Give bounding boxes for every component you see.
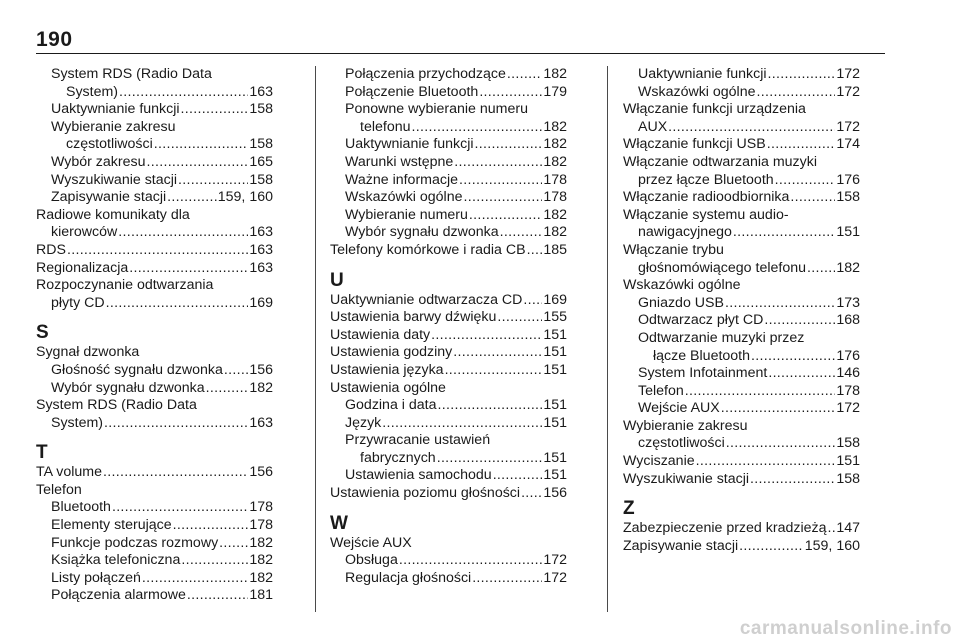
dot-leader bbox=[445, 362, 543, 380]
index-entry bbox=[36, 464, 273, 482]
index-entry-text: częstotliwości bbox=[66, 136, 153, 153]
dot-leader bbox=[104, 415, 248, 433]
index-entry bbox=[36, 552, 273, 570]
index-entry-text: Wybieranie zakresu bbox=[623, 417, 748, 434]
index-entry-text: Wybieranie zakresu bbox=[51, 118, 176, 135]
index-entry-text: fabrycznych bbox=[360, 449, 436, 466]
index-page-ref[interactable]: 172 bbox=[543, 552, 567, 569]
index-entry-text: Wyciszanie bbox=[623, 453, 695, 470]
index-entry bbox=[36, 260, 273, 278]
dot-leader bbox=[475, 136, 543, 154]
index-entry bbox=[36, 535, 273, 553]
index-page-ref[interactable]: 176 bbox=[836, 347, 860, 364]
index-page-ref[interactable]: 159, 160 bbox=[804, 537, 860, 554]
dot-leader bbox=[146, 154, 248, 172]
index-entry bbox=[330, 224, 567, 242]
index-entry-text: Listy połączeń bbox=[51, 569, 141, 586]
index-letter-heading: S bbox=[36, 322, 49, 344]
index-entry-text: Uaktywnianie funkcji bbox=[51, 101, 180, 118]
index-page-ref[interactable]: 158 bbox=[249, 101, 273, 118]
index-entry bbox=[36, 277, 273, 312]
index-entry bbox=[623, 242, 860, 277]
index-page-ref[interactable]: 182 bbox=[543, 224, 567, 241]
index-entry-text: Wyszukiwanie stacji bbox=[51, 171, 178, 188]
column-divider bbox=[607, 66, 608, 612]
dot-leader bbox=[112, 499, 248, 517]
index-entry-text: Odtwarzacz płyt CD bbox=[638, 312, 764, 329]
index-entry bbox=[623, 400, 860, 418]
dot-leader bbox=[790, 189, 835, 207]
index-entry-text: System RDS (Radio Data bbox=[51, 66, 212, 82]
dot-leader bbox=[103, 464, 248, 482]
index-page-ref[interactable]: 151 bbox=[543, 344, 567, 361]
index-page-ref[interactable]: 182 bbox=[249, 569, 273, 586]
index-entry bbox=[330, 552, 567, 570]
index-entry-text: Zapisywanie stacji bbox=[623, 537, 739, 554]
index-entry-text: Funkcje podczas rozmowy bbox=[51, 534, 219, 551]
index-entry bbox=[36, 189, 273, 207]
dot-leader bbox=[768, 66, 836, 84]
index-entry-text: Ustawienia ogólne bbox=[330, 379, 446, 396]
index-entry bbox=[330, 467, 567, 485]
index-entry-text: Warunki wstępne bbox=[345, 153, 454, 170]
index-entry-text: płyty CD bbox=[51, 294, 105, 311]
index-entry-text: System) bbox=[51, 414, 104, 431]
index-entry-text: Ustawienia godziny bbox=[330, 344, 453, 361]
index-entry-text: Włączanie radioodbiornika bbox=[623, 189, 790, 206]
index-entry bbox=[330, 172, 567, 190]
index-entry bbox=[623, 207, 860, 242]
index-page-ref[interactable]: 163 bbox=[249, 224, 273, 241]
index-entry-text: Przywracanie ustawień bbox=[345, 432, 491, 449]
index-entry bbox=[36, 362, 273, 380]
index-entry bbox=[330, 189, 567, 207]
index-entry-text: System) bbox=[66, 83, 119, 100]
index-entry bbox=[36, 242, 273, 260]
index-page-ref[interactable]: 172 bbox=[836, 66, 860, 82]
index-entry bbox=[623, 471, 860, 489]
index-page-ref[interactable]: 182 bbox=[543, 153, 567, 170]
index-entry bbox=[330, 415, 567, 433]
index-entry bbox=[330, 362, 567, 380]
index-page-ref[interactable]: 151 bbox=[836, 224, 860, 241]
dot-leader bbox=[523, 292, 542, 310]
index-entry-text: Ponowne wybieranie numeru bbox=[345, 101, 528, 118]
dot-leader bbox=[739, 538, 804, 556]
index-entry-text: Sygnał dzwonka bbox=[36, 344, 140, 361]
index-entry bbox=[36, 380, 273, 398]
index-entry bbox=[330, 344, 567, 362]
index-entry-text: Wejście AUX bbox=[330, 534, 412, 551]
dot-leader bbox=[750, 471, 835, 489]
index-page-ref[interactable]: 172 bbox=[836, 83, 860, 100]
dot-leader bbox=[399, 552, 542, 570]
dot-leader bbox=[493, 467, 543, 485]
index-entry-text: głośnomówiącego telefonu bbox=[638, 259, 806, 276]
index-entry bbox=[623, 418, 860, 453]
index-entry bbox=[36, 172, 273, 190]
index-entry bbox=[36, 154, 273, 172]
index-entry-text: Wejście AUX bbox=[638, 400, 720, 417]
index-letter-heading: Z bbox=[623, 498, 635, 520]
index-entry bbox=[36, 397, 273, 432]
dot-leader bbox=[464, 189, 543, 207]
index-column-3 bbox=[623, 66, 860, 555]
index-page-ref[interactable]: 182 bbox=[249, 379, 273, 396]
index-entry bbox=[36, 207, 273, 242]
index-entry bbox=[623, 312, 860, 330]
index-page-ref[interactable]: 182 bbox=[543, 136, 567, 153]
index-entry-text: Gniazdo USB bbox=[638, 294, 724, 311]
index-entry-text: System RDS (Radio Data bbox=[36, 397, 197, 414]
index-letter-heading: U bbox=[330, 269, 344, 291]
index-entry-text: Wybór sygnału dzwonka bbox=[345, 224, 499, 241]
index-entry-text: Uaktywnianie funkcji bbox=[345, 136, 474, 153]
index-entry-text: Wybieranie numeru bbox=[345, 206, 468, 223]
index-page-ref[interactable]: 173 bbox=[836, 294, 860, 311]
index-page-ref[interactable]: 182 bbox=[836, 259, 860, 276]
index-entry-text: Zapisywanie stacji bbox=[51, 189, 167, 206]
dot-leader bbox=[527, 242, 543, 260]
index-entry-text: Zabezpieczenie przed kradzieżą bbox=[623, 520, 827, 537]
dot-leader bbox=[438, 397, 543, 415]
dot-leader bbox=[224, 362, 248, 380]
index-entry bbox=[36, 499, 273, 517]
index-entry-text: Głośność sygnału dzwonka bbox=[51, 361, 223, 378]
index-entry-text: Regulacja głośności bbox=[345, 569, 472, 586]
index-entry-text: Wyszukiwanie stacji bbox=[623, 470, 750, 487]
index-entry bbox=[623, 330, 860, 365]
index-page-ref[interactable]: 151 bbox=[836, 453, 860, 470]
dot-leader bbox=[726, 435, 836, 453]
index-entry-text: Obsługa bbox=[345, 552, 398, 569]
index-entry bbox=[330, 309, 567, 327]
index-entry bbox=[330, 136, 567, 154]
dot-leader bbox=[187, 587, 248, 605]
index-entry bbox=[330, 292, 567, 310]
dot-leader bbox=[154, 136, 249, 154]
index-page-ref[interactable]: 151 bbox=[543, 361, 567, 378]
index-entry bbox=[623, 453, 860, 471]
index-entry-text: częstotliwości bbox=[638, 435, 725, 452]
index-page-ref[interactable]: 172 bbox=[543, 569, 567, 586]
index-page-ref[interactable]: 176 bbox=[836, 171, 860, 188]
dot-leader bbox=[768, 365, 835, 383]
index-entry bbox=[36, 517, 273, 535]
dot-leader bbox=[469, 207, 542, 225]
index-page-ref[interactable]: 178 bbox=[836, 382, 860, 399]
dot-leader bbox=[382, 415, 542, 433]
index-entry-text: Włączanie funkcji USB bbox=[623, 136, 766, 153]
index-entry-text: Telefon bbox=[36, 481, 82, 498]
index-page-ref[interactable]: 146 bbox=[836, 365, 860, 382]
dot-leader bbox=[757, 84, 836, 102]
index-entry bbox=[623, 538, 860, 556]
index-page-ref[interactable]: 172 bbox=[836, 400, 860, 417]
index-column-2 bbox=[330, 66, 567, 587]
header-rule bbox=[36, 53, 885, 54]
index-page-ref[interactable]: 182 bbox=[543, 118, 567, 135]
dot-leader bbox=[181, 552, 248, 570]
index-entry bbox=[330, 535, 567, 553]
index-entry-text: Telefon bbox=[638, 382, 684, 399]
dot-leader bbox=[453, 344, 542, 362]
dot-leader bbox=[118, 224, 248, 242]
index-entry-text: Włączanie trybu bbox=[623, 241, 724, 258]
index-page-ref[interactable]: 178 bbox=[249, 517, 273, 534]
index-entry bbox=[623, 277, 860, 295]
dot-leader bbox=[521, 485, 542, 503]
index-entry-text: Wskazówki ogólne bbox=[345, 189, 463, 206]
index-entry-text: Ustawienia poziomu głośności bbox=[330, 485, 521, 502]
index-column-1 bbox=[36, 66, 273, 605]
index-page-ref[interactable]: 158 bbox=[836, 470, 860, 487]
index-entry bbox=[330, 380, 567, 398]
dot-leader bbox=[500, 224, 543, 242]
index-page-ref[interactable]: 163 bbox=[249, 83, 273, 100]
index-entry bbox=[330, 154, 567, 172]
index-page-ref[interactable]: 156 bbox=[249, 464, 273, 481]
dot-leader bbox=[167, 189, 217, 207]
index-page-ref[interactable]: 151 bbox=[543, 449, 567, 466]
index-page-ref[interactable]: 151 bbox=[543, 397, 567, 414]
dot-leader bbox=[173, 517, 249, 535]
index-entry bbox=[330, 66, 567, 84]
index-entry-text: Wybór zakresu bbox=[51, 153, 146, 170]
index-page-ref[interactable]: 181 bbox=[249, 587, 273, 604]
index-entry-text: przez łącze Bluetooth bbox=[638, 171, 774, 188]
index-entry-text: Ustawienia języka bbox=[330, 361, 444, 378]
dot-leader bbox=[764, 312, 835, 330]
dot-leader bbox=[431, 327, 542, 345]
index-page-ref[interactable]: 158 bbox=[836, 435, 860, 452]
index-entry-text: RDS bbox=[36, 241, 66, 258]
index-page-ref[interactable]: 169 bbox=[543, 291, 567, 308]
index-entry bbox=[36, 119, 273, 154]
dot-leader bbox=[67, 242, 248, 260]
index-letter-heading: T bbox=[36, 442, 48, 464]
dot-leader bbox=[696, 453, 836, 471]
dot-leader bbox=[497, 309, 542, 327]
index-page-ref[interactable]: 178 bbox=[543, 189, 567, 206]
dot-leader bbox=[106, 295, 249, 313]
dot-leader bbox=[479, 84, 542, 102]
index-page-ref[interactable]: 172 bbox=[836, 118, 860, 135]
dot-leader bbox=[129, 260, 248, 278]
index-entry-text: Regionalizacja bbox=[36, 259, 129, 276]
index-entry bbox=[36, 587, 273, 605]
index-page-ref[interactable]: 163 bbox=[249, 241, 273, 258]
dot-leader bbox=[472, 570, 542, 588]
index-entry bbox=[330, 207, 567, 225]
index-entry-text: Książka telefoniczna bbox=[51, 552, 181, 569]
index-entry-text: Ważne informacje bbox=[345, 171, 459, 188]
index-entry bbox=[623, 154, 860, 189]
index-entry-text: Połączenia alarmowe bbox=[51, 587, 186, 604]
index-page-ref[interactable]: 151 bbox=[543, 414, 567, 431]
index-entry bbox=[330, 101, 567, 136]
index-letter-heading: W bbox=[330, 512, 348, 534]
dot-leader bbox=[721, 400, 836, 418]
index-page-ref[interactable]: 163 bbox=[249, 259, 273, 276]
index-page-ref[interactable]: 156 bbox=[543, 485, 567, 502]
index-entry-text: telefonu bbox=[360, 118, 411, 135]
index-page-ref[interactable]: 155 bbox=[543, 309, 567, 326]
dot-leader bbox=[685, 383, 836, 401]
index-entry bbox=[623, 520, 860, 538]
index-entry-text: Godzina i data bbox=[345, 397, 437, 414]
dot-leader bbox=[775, 172, 836, 190]
index-page-ref[interactable]: 168 bbox=[836, 312, 860, 329]
dot-leader bbox=[459, 172, 542, 190]
dot-leader bbox=[751, 348, 835, 366]
index-entry-text: System Infotainment bbox=[638, 365, 768, 382]
index-entry-text: Połączenie Bluetooth bbox=[345, 83, 479, 100]
index-page-ref[interactable]: 156 bbox=[249, 361, 273, 378]
index-entry-text: Włączanie funkcji urządzenia bbox=[623, 101, 806, 118]
index-entry bbox=[623, 84, 860, 102]
index-entry-text: Wskazówki ogólne bbox=[638, 83, 756, 100]
dot-leader bbox=[412, 119, 543, 137]
index-page-ref[interactable]: 151 bbox=[543, 326, 567, 343]
index-page-ref[interactable]: 151 bbox=[543, 467, 567, 484]
index-page-ref[interactable]: 182 bbox=[543, 66, 567, 82]
index-entry bbox=[330, 397, 567, 415]
index-entry bbox=[330, 432, 567, 467]
index-entry-text: Uaktywnianie odtwarzacza CD bbox=[330, 291, 523, 308]
dot-leader bbox=[142, 570, 248, 588]
index-page-ref[interactable]: 169 bbox=[249, 294, 273, 311]
index-entry bbox=[623, 383, 860, 401]
index-page-ref[interactable]: 158 bbox=[249, 136, 273, 153]
index-entry-text: Połączenia przychodzące bbox=[345, 66, 506, 82]
index-page-ref[interactable]: 158 bbox=[249, 171, 273, 188]
index-entry bbox=[36, 66, 273, 101]
index-entry bbox=[330, 570, 567, 588]
index-entry-text: AUX bbox=[638, 118, 668, 135]
dot-leader bbox=[454, 154, 542, 172]
index-page-ref[interactable]: 174 bbox=[836, 136, 860, 153]
dot-leader bbox=[219, 535, 248, 553]
index-entry-text: Radiowe komunikaty dla bbox=[36, 206, 190, 223]
index-page-ref[interactable]: 159, 160 bbox=[217, 189, 273, 206]
index-page-ref[interactable]: 178 bbox=[543, 171, 567, 188]
dot-leader bbox=[119, 84, 248, 102]
index-page-ref[interactable]: 179 bbox=[543, 83, 567, 100]
index-entry bbox=[330, 242, 567, 260]
index-entry-text: Ustawienia daty bbox=[330, 326, 431, 343]
index-page-ref[interactable]: 185 bbox=[543, 241, 567, 258]
page-number: 190 bbox=[36, 28, 73, 51]
column-divider bbox=[315, 66, 316, 612]
index-entry-text: Włączanie systemu audio- bbox=[623, 206, 789, 223]
index-entry bbox=[623, 101, 860, 136]
index-entry-text: Rozpoczynanie odtwarzania bbox=[36, 277, 214, 294]
watermark: carmanualsonline.info bbox=[739, 618, 952, 639]
dot-leader bbox=[178, 172, 248, 190]
index-entry bbox=[623, 136, 860, 154]
index-page-ref[interactable]: 163 bbox=[249, 414, 273, 431]
dot-leader bbox=[807, 260, 835, 278]
index-entry-text: Wskazówki ogólne bbox=[623, 277, 741, 294]
index-entry bbox=[330, 327, 567, 345]
index-entry-text: Włączanie odtwarzania muzyki bbox=[623, 153, 817, 170]
index-entry-text: Ustawienia barwy dźwięku bbox=[330, 309, 497, 326]
index-entry-text: kierowców bbox=[51, 224, 118, 241]
index-entry bbox=[623, 189, 860, 207]
dot-leader bbox=[437, 450, 543, 468]
dot-leader bbox=[507, 66, 542, 84]
index-entry bbox=[623, 66, 860, 84]
index-page-ref[interactable]: 182 bbox=[543, 206, 567, 223]
index-entry bbox=[36, 570, 273, 588]
index-entry-text: Uaktywnianie funkcji bbox=[638, 66, 767, 82]
index-entry-text: Bluetooth bbox=[51, 499, 111, 516]
dot-leader bbox=[725, 295, 835, 313]
index-entry-text: Odtwarzanie muzyki przez bbox=[638, 329, 805, 346]
index-entry-text: Ustawienia samochodu bbox=[345, 467, 492, 484]
index-entry bbox=[623, 365, 860, 383]
dot-leader bbox=[827, 520, 835, 538]
index-page-ref[interactable]: 165 bbox=[249, 153, 273, 170]
index-entry-text: łącze Bluetooth bbox=[653, 347, 751, 364]
index-entry-text: Język bbox=[345, 414, 382, 431]
index-entry bbox=[330, 84, 567, 102]
dot-leader bbox=[767, 136, 836, 154]
index-page-ref[interactable]: 158 bbox=[836, 189, 860, 206]
index-entry bbox=[623, 295, 860, 313]
index-entry bbox=[330, 485, 567, 503]
index-page-ref[interactable]: 178 bbox=[249, 499, 273, 516]
dot-leader bbox=[181, 101, 249, 119]
dot-leader bbox=[668, 119, 835, 137]
index-entry bbox=[36, 482, 273, 500]
index-entry-text: nawigacyjnego bbox=[638, 224, 732, 241]
index-page-ref[interactable]: 182 bbox=[249, 552, 273, 569]
dot-leader bbox=[733, 224, 835, 242]
index-entry-text: Telefony komórkowe i radia CB bbox=[330, 241, 526, 258]
index-entry-text: Wybór sygnału dzwonka bbox=[51, 379, 205, 396]
index-page-ref[interactable]: 147 bbox=[836, 520, 860, 537]
index-entry-text: Elementy sterujące bbox=[51, 517, 172, 534]
index-page-ref[interactable]: 182 bbox=[249, 534, 273, 551]
dot-leader bbox=[206, 380, 249, 398]
index-entry bbox=[36, 101, 273, 119]
index-entry-text: TA volume bbox=[36, 464, 102, 481]
index-entry bbox=[36, 344, 273, 362]
